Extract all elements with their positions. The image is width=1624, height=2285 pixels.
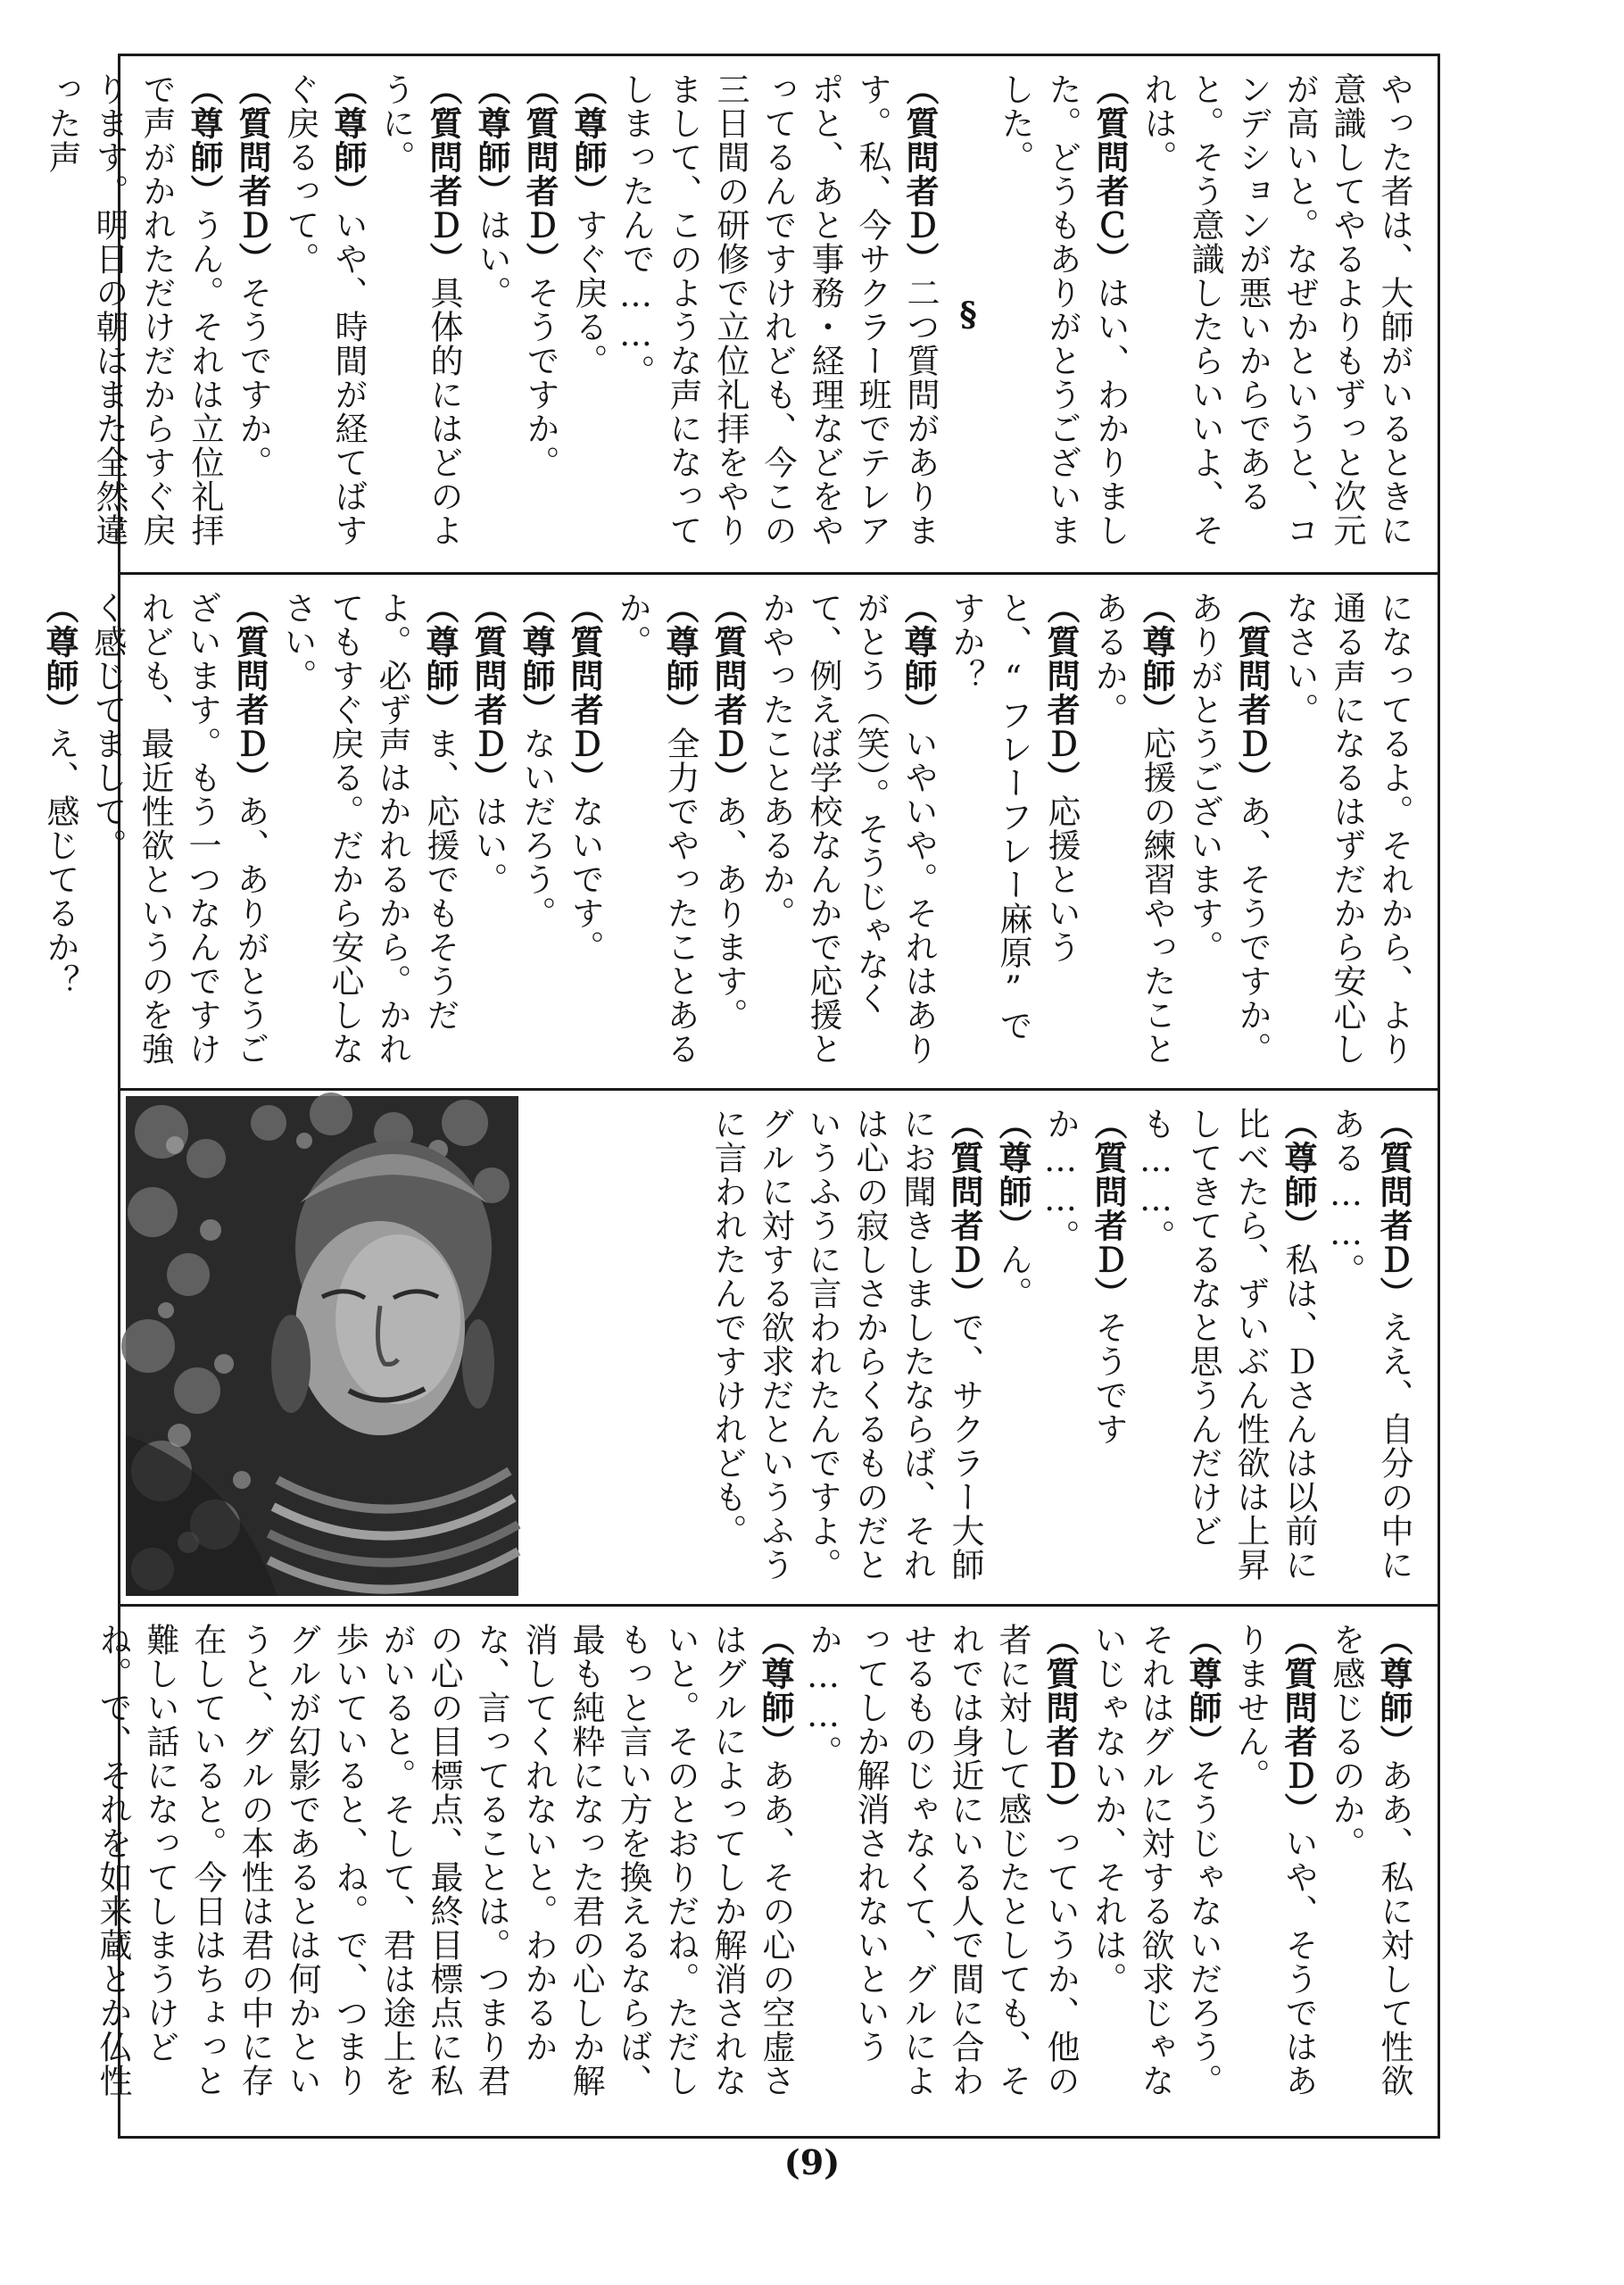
paragraph-text: そうじゃないだろう。それはグルに対する欲求じゃないじゃないか、それは。: [1089, 1623, 1222, 2098]
paragraph-text: いやいや。それはありがとう（笑）。そうじゃなくて、例えば学校なんかで応援とかやったことあるか。: [757, 591, 938, 1066]
buddha-statue-photo: [126, 1096, 518, 1596]
speaker-label: （質問者Ｄ）: [565, 591, 604, 794]
paragraph: [752, 591, 942, 1072]
speaker-label: （尊師）: [517, 591, 556, 727]
paragraph-text: 二つ質問があります。私、今サクラー班でテレアポと、あと事務・経理などをやってるんですけれども、今この三日間の研修で立位礼拝をやりまして、このような声になってしまったんで……。: [617, 72, 940, 547]
paragraph-text: ん。: [994, 1242, 1032, 1310]
paragraph-text: あ、あります。: [709, 794, 748, 1032]
paragraph: [89, 1623, 800, 2120]
paragraph: [464, 591, 512, 1072]
paragraph: [942, 591, 1085, 1072]
buddha-statue-icon: [126, 1096, 518, 1596]
text-band-1: [43, 56, 1438, 572]
paragraph-text: ええ、自分の中にある……。: [1327, 1107, 1413, 1582]
paragraph-text: そうですか。: [234, 276, 272, 479]
paragraph-text: あ、ありがとうございます。もう一つなんですけれども、最近性欲というのを強く感じてまして。: [88, 591, 269, 1066]
paragraph: [512, 591, 560, 1072]
paragraph: [1085, 591, 1181, 1072]
paragraph: [560, 591, 609, 1072]
paragraph-text: そうですか……。: [1041, 1107, 1128, 1446]
speaker-label: （尊師）: [1279, 1107, 1318, 1242]
paragraph: [277, 72, 372, 556]
speaker-label: （質問者Ｄ）: [424, 72, 463, 276]
paragraph: [704, 1107, 989, 1588]
paragraph-text: 私は、Ｄさんは以前に比べたら、ずいぶん性欲は上昇してきてるなと思うんだけども……。: [1137, 1107, 1318, 1582]
speaker-label: （尊師）: [899, 591, 938, 727]
speaker-label: （質問者Ｄ）: [1089, 1107, 1128, 1310]
paragraph: [1227, 1623, 1322, 2120]
speaker-label: （尊師）: [472, 72, 511, 208]
vertical-text-column: [517, 1107, 1418, 1588]
speaker-label: （質問者Ｃ）: [1090, 72, 1130, 276]
section-mark: §: [949, 294, 988, 335]
speaker-label: （尊師）: [420, 591, 460, 727]
text-band-4: [94, 1604, 1438, 2136]
paragraph: [800, 1623, 1084, 2120]
speaker-label: （尊師）: [1137, 591, 1176, 727]
paragraph-text: ああ、その心の空虚さはグルによってしか解消されないと。そのとおりだね。ただしもっと言い方を換えるならば、最も純粋になった君の心しか解消してくれないと。わかるかな、言ってることは。つまり君の心の目標点、最終目標点に私がいると。そして、君は途上を歩いていると、ね。で、つまりグルが幻影であるとは何かというと、グルの本性は君の中に存在していると。今日はちょっと難しい話になってしまうけどね。で、それを如来蔵とか仏性: [94, 1623, 795, 2098]
vertical-text-column: [43, 72, 1418, 556]
paragraph-text: ああ、私に対して性欲を感じるのか。: [1327, 1623, 1413, 2098]
paragraph-text: うん。それは立位礼拝で声がかれただけだからすぐ戻ります。明日の朝はまた全然違った声: [43, 72, 224, 547]
speaker-label: （質問者Ｄ）: [230, 591, 269, 794]
speaker-label: （質問者Ｄ）: [1279, 1623, 1318, 1826]
paragraph: [1322, 1107, 1418, 1588]
vertical-text-column: [40, 591, 1418, 1072]
paragraph: [38, 72, 228, 556]
paragraph: [372, 72, 468, 556]
paragraph-text: はい。: [473, 208, 511, 310]
paragraph-text: っていうか、他の者に対して感じたとしても、それでは身近にいる人で間に合わせるものじゃなくて、グルによってしか解消されないというか……。: [804, 1623, 1080, 2098]
speaker-label: （尊師）: [660, 591, 700, 727]
paragraph: [228, 72, 277, 556]
paragraph: [1276, 591, 1418, 1072]
paragraph: [612, 72, 944, 556]
speaker-label: （質問者Ｄ）: [900, 72, 940, 276]
speaker-label: （尊師）: [40, 591, 79, 727]
speaker-label: （尊師）: [328, 72, 368, 208]
paragraph-text: え、感じてるか？: [41, 727, 79, 998]
paragraph: [468, 72, 516, 556]
paragraph: [609, 591, 704, 1072]
paragraph: [36, 591, 84, 1072]
paragraph: [516, 72, 564, 556]
page-number: (9): [783, 2142, 841, 2182]
speaker-label: （尊師）: [568, 72, 608, 208]
speaker-label: （質問者Ｄ）: [1041, 591, 1081, 794]
paragraph: [564, 72, 612, 556]
paragraph-text: そうですか。: [521, 276, 559, 479]
paragraph-text: ないだろう。: [518, 727, 556, 930]
paragraph-text: はい。: [469, 794, 508, 896]
paragraph-text: になってるよ。それから、より通る声になるはずだから安心しなさい。: [1280, 591, 1413, 1066]
paragraph-text: で、サクラー大師にお聞きしましたならば、それは心の寂しさからくるものだというふうに言われたんですよ。グルに対する欲求だというふうに言われたんですけれども。: [708, 1107, 984, 1582]
text-band-2: [40, 572, 1438, 1088]
speaker-label: （尊師）: [1374, 1623, 1413, 1758]
paragraph: [704, 591, 752, 1072]
paragraph-text: やった者は、大師がいるときに意識してやるよりもずっと次元が高いと。なぜかというと、コンデションが悪いからであると。そう意識したらいいよ、それは。: [1139, 72, 1413, 547]
paragraph: [991, 72, 1134, 556]
speaker-label: （尊師）: [185, 72, 224, 208]
speaker-label: （質問者Ｄ）: [233, 72, 272, 276]
paragraph-text: ま、応援でもそうだよ。必ず声はかれるから。かれてもすぐ戻る。だから安心しなさい。: [278, 591, 460, 1066]
paragraph-text: 応援というと、“フレーフレー麻原”ですか？: [947, 591, 1081, 1043]
paragraph: [84, 591, 274, 1072]
speaker-label: （質問者Ｄ）: [708, 591, 748, 794]
paragraph: [1322, 1623, 1418, 2120]
speaker-label: （質問者Ｄ）: [520, 72, 559, 276]
paragraph-text: はい、わかりました。どうもありがとうございました。: [996, 72, 1130, 547]
paragraph-text: ないです。: [566, 794, 604, 964]
speaker-label: （質問者Ｄ）: [1374, 1107, 1413, 1310]
text-band-3: [120, 1088, 1438, 1604]
speaker-label: （尊師）: [756, 1623, 795, 1758]
vertical-text-column: [94, 1623, 1418, 2120]
paragraph-text: あ、そうですか。ありがとうございます。: [1185, 591, 1272, 1066]
paragraph: [1181, 591, 1276, 1072]
speaker-label: （質問者Ｄ）: [945, 1107, 984, 1310]
speaker-label: （尊師）: [993, 1107, 1032, 1242]
speaker-label: （質問者Ｄ）: [1232, 591, 1272, 794]
paragraph-text: いや、そうではありません。: [1231, 1623, 1318, 2098]
paragraph-text: いや、時間が経てばすぐ戻るって。: [281, 72, 368, 547]
paragraph-text: 応援の練習やったことあるか。: [1090, 591, 1176, 1066]
paragraph: [1037, 1107, 1132, 1588]
speaker-label: （質問者Ｄ）: [1040, 1623, 1080, 1826]
paragraph: [1084, 1623, 1227, 2120]
paragraph-text: 全力でやったことあるか。: [613, 591, 700, 1066]
paragraph: [1134, 72, 1418, 556]
paragraph: [989, 1107, 1037, 1588]
paragraph: [274, 591, 464, 1072]
speaker-label: （尊師）: [1183, 1623, 1222, 1758]
speaker-label: （質問者Ｄ）: [468, 591, 508, 794]
page-frame: [40, 54, 1440, 2139]
paragraph-text: すぐ戻る。: [569, 208, 608, 378]
paragraph: [1132, 1107, 1322, 1588]
paragraph-text: 具体的にはどのように。: [377, 72, 463, 547]
